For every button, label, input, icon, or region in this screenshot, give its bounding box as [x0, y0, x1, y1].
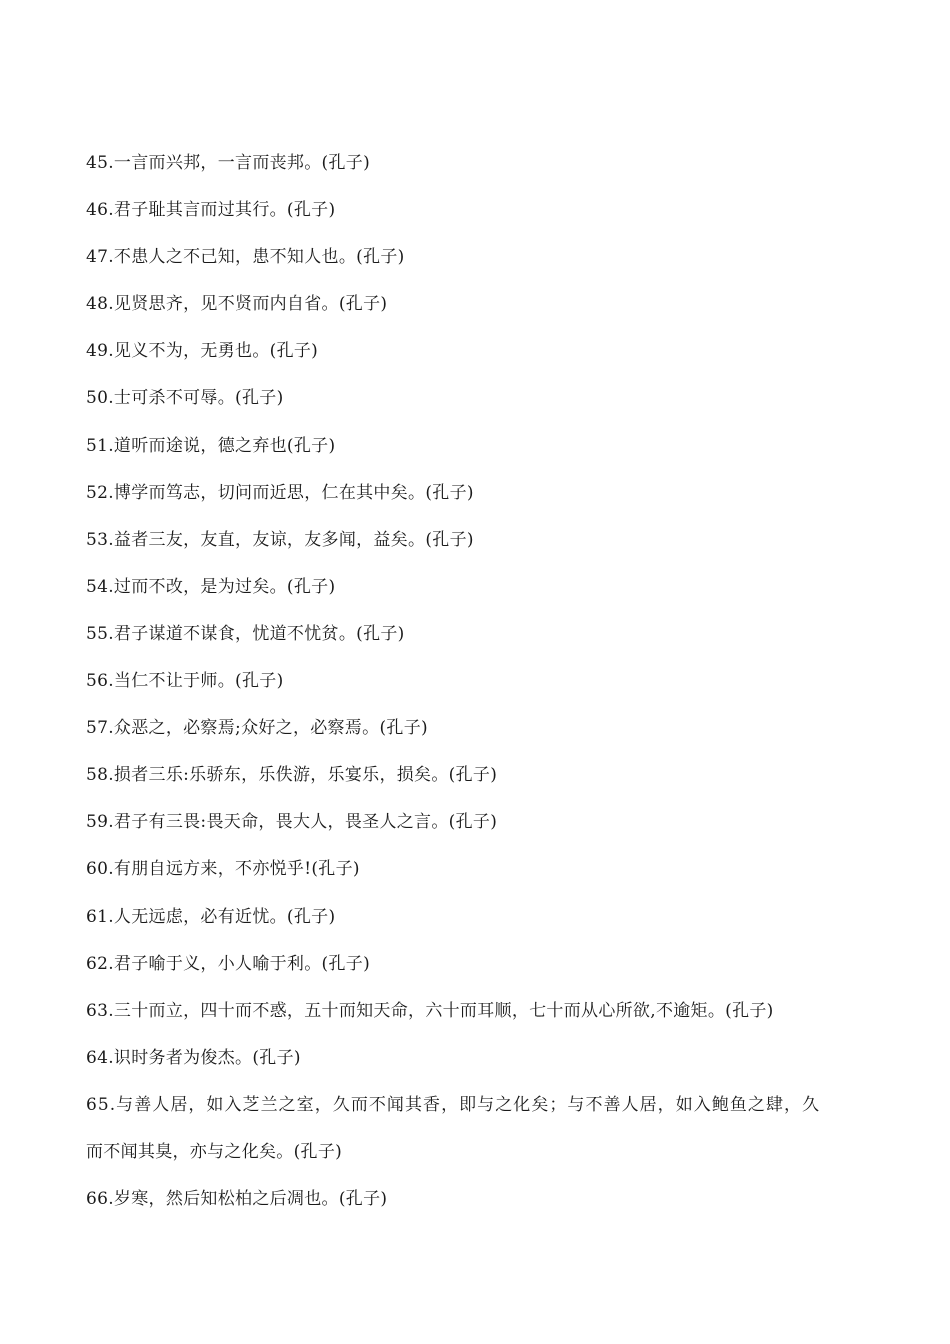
quote-line-45: 45.一言而兴邦，一言而丧邦。(孔子)	[86, 153, 370, 173]
quote-line-65: 65.与善人居，如入芝兰之室，久而不闻其香，即与之化矣；与不善人居，如入鲍鱼之肆，久	[86, 1094, 821, 1115]
quote-line-51: 51.道听而途说，德之弃也(孔子)	[86, 435, 336, 456]
quote-line-58: 58.损者三乐:乐骄东，乐佚游，乐宴乐，损矣。(孔子)	[86, 765, 498, 786]
quote-line-56: 56.当仁不让于师。(孔子)	[86, 671, 284, 692]
quote-line-47: 47.不患人之不己知，患不知人也。(孔子)	[86, 247, 405, 268]
quote-line-63: 63.三十而立，四十而不惑，五十而知天命，六十而耳顺，七十而从心所欲,不逾矩。(孔子)	[86, 1000, 774, 1021]
quote-line-52: 52.博学而笃志，切问而近思，仁在其中矣。(孔子)	[86, 482, 474, 503]
quote-line-66: 66.岁寒，然后知松柏之后凋也。(孔子)	[86, 1189, 388, 1210]
quote-line-55: 55.君子谋道不谋食，忧道不忧贫。(孔子)	[86, 623, 405, 644]
quote-line-60: 60.有朋自远方来，不亦悦乎!(孔子)	[86, 859, 360, 880]
quote-list	[86, 140, 886, 1223]
quote-line-57: 57.众恶之，必察焉;众好之，必察焉。(孔子)	[86, 718, 428, 739]
quote-line-48: 48.见贤思齐，见不贤而内自省。(孔子)	[86, 294, 388, 315]
quote-line-62: 62.君子喻于义，小人喻于利。(孔子)	[86, 953, 370, 974]
quote-line-54: 54.过而不改，是为过矣。(孔子)	[86, 576, 336, 597]
quote-line-65-continued: 而不闻其臭，亦与之化矣。(孔子)	[86, 1141, 343, 1162]
quote-line-46: 46.君子耻其言而过其行。(孔子)	[86, 200, 336, 221]
quote-line-50: 50.士可杀不可辱。(孔子)	[86, 388, 284, 409]
quote-line-49: 49.见义不为，无勇也。(孔子)	[86, 341, 319, 362]
quote-line-59: 59.君子有三畏:畏天命，畏大人，畏圣人之言。(孔子)	[86, 812, 498, 833]
quote-line-53: 53.益者三友，友直，友谅，友多闻，益矣。(孔子)	[86, 529, 474, 550]
quote-line-61: 61.人无远虑，必有近忧。(孔子)	[86, 906, 336, 927]
quote-line-64: 64.识时务者为俊杰。(孔子)	[86, 1047, 301, 1068]
